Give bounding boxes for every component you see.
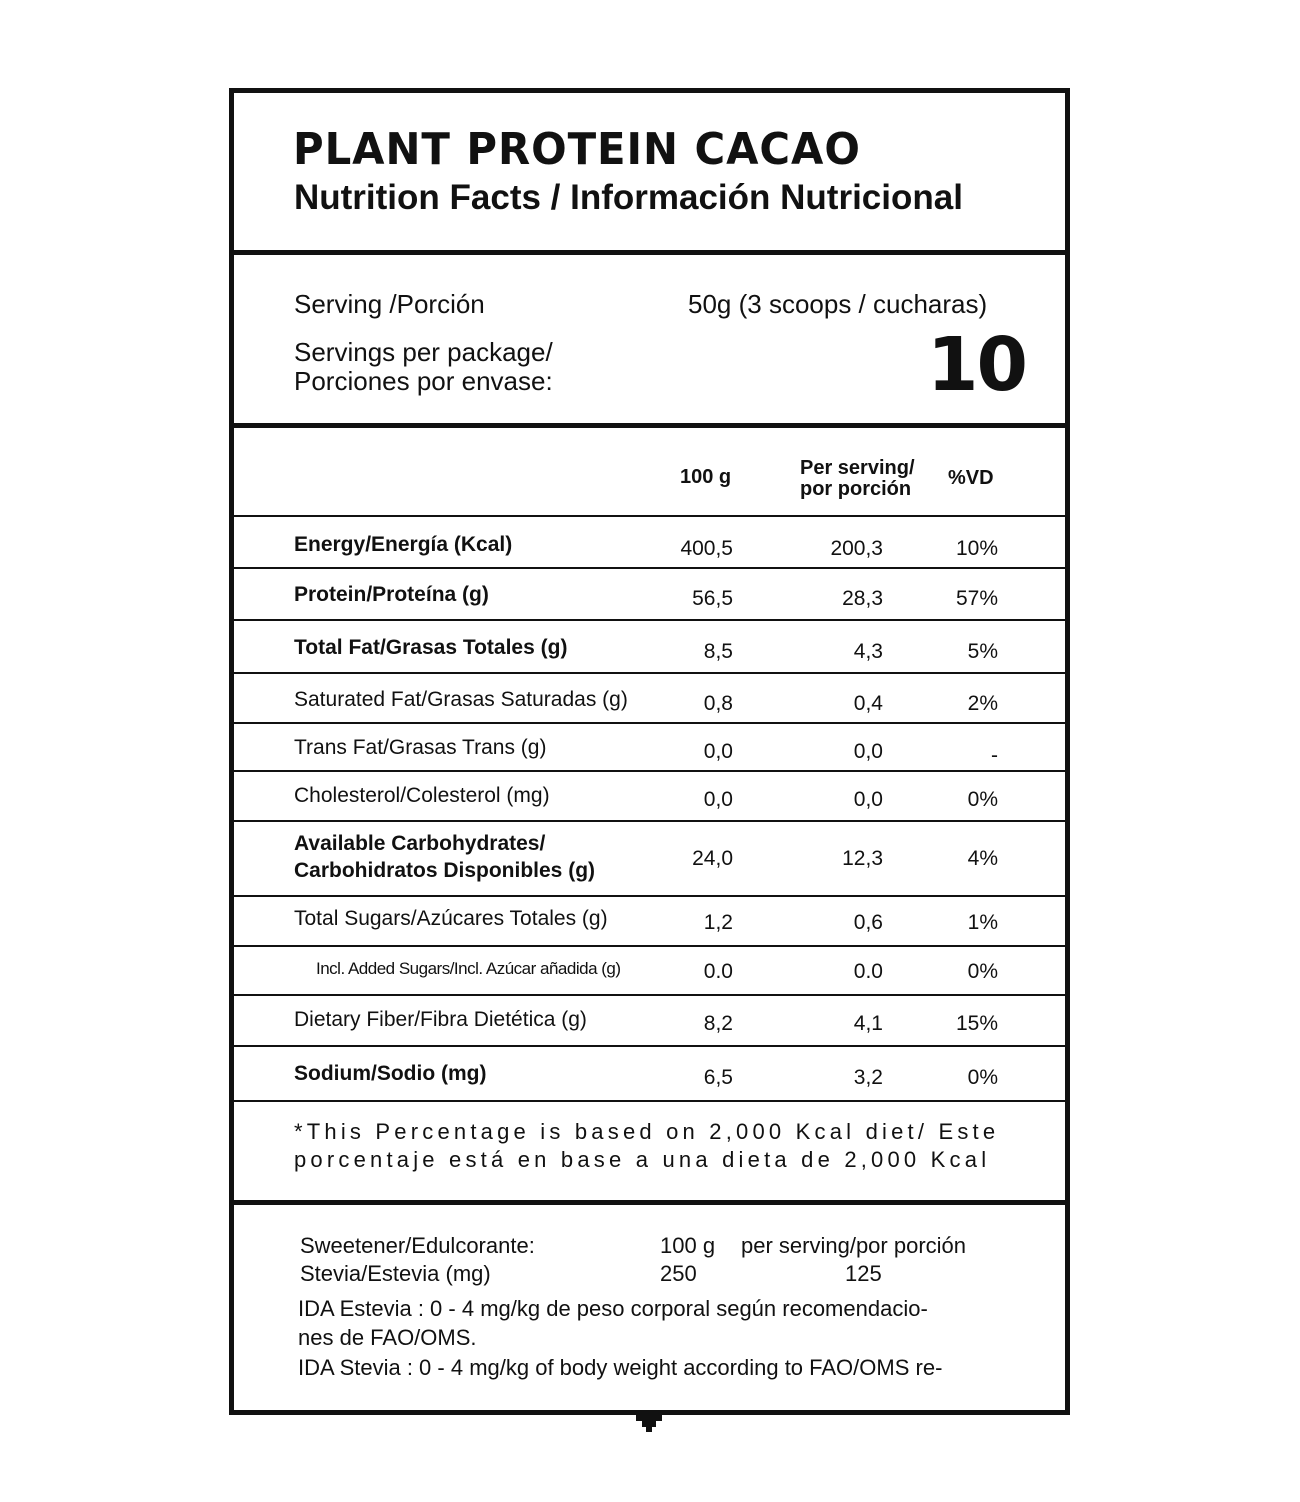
- value-per-serving: 0.0: [853, 960, 883, 983]
- ida-note-es: IDA Estevia : 0 - 4 mg/kg de peso corporal según recomendacio-: [298, 1296, 928, 1321]
- value-vd: 57%: [955, 587, 998, 610]
- value-vd: 10%: [955, 537, 998, 560]
- nutrient-label: Incl. Added Sugars/Incl. Azúcar añadida (g): [316, 959, 621, 978]
- value-100g: 400,5: [680, 537, 733, 560]
- nutrient-label: Protein/Proteína (g): [294, 583, 489, 606]
- value-vd: 0%: [967, 788, 998, 811]
- column-header-per-serving: Per serving/: [800, 457, 915, 479]
- ida-note-en: IDA Stevia : 0 - 4 mg/kg of body weight according to FAO/OMS re-: [298, 1355, 943, 1380]
- value-vd: 4%: [967, 847, 998, 870]
- nutrient-label: Trans Fat/Grasas Trans (g): [294, 736, 547, 759]
- value-100g: 0,0: [703, 740, 733, 763]
- value-100g: 56,5: [692, 587, 733, 610]
- value-per-serving: 0,4: [853, 692, 883, 715]
- value-100g: 0.0: [703, 960, 733, 983]
- value-vd: 0%: [967, 960, 998, 983]
- value-vd: 0%: [967, 1066, 998, 1089]
- footnote-line: porcentaje está en base a una dieta de 2,000 Kcal: [294, 1147, 991, 1172]
- divider: [229, 1045, 1070, 1047]
- divider: [229, 1200, 1070, 1205]
- servings-per-package-label: Porciones por envase:: [294, 366, 553, 396]
- ida-note-es: nes de FAO/OMS.: [298, 1325, 477, 1350]
- divider: [229, 945, 1070, 947]
- divider: [229, 423, 1070, 428]
- divider: [229, 619, 1070, 621]
- value-100g: 0,0: [703, 788, 733, 811]
- notch-decoration: [646, 1427, 652, 1432]
- value-per-serving: 4,1: [853, 1012, 883, 1035]
- divider: [229, 672, 1070, 674]
- nutrient-label: Carbohidratos Disponibles (g): [294, 859, 596, 882]
- value-100g: 8,2: [703, 1012, 733, 1035]
- value-vd: 2%: [967, 692, 998, 715]
- serving-label: Serving /Porción: [294, 289, 485, 319]
- page-subtitle: Nutrition Facts / Información Nutricional: [294, 178, 963, 217]
- value-per-serving: 4,3: [853, 640, 883, 663]
- value-per-serving: 0,0: [853, 740, 883, 763]
- value-per-serving: 28,3: [842, 587, 883, 610]
- nutrient-label: Saturated Fat/Grasas Saturadas (g): [294, 688, 628, 711]
- column-header-100g: 100 g: [680, 466, 732, 488]
- nutrient-label: Dietary Fiber/Fibra Dietética (g): [294, 1008, 587, 1031]
- divider: [229, 1100, 1070, 1102]
- value-vd: 15%: [955, 1012, 998, 1035]
- value-per-serving: 3,2: [853, 1066, 883, 1089]
- stevia-value-per-serving: 125: [845, 1261, 882, 1286]
- servings-per-package-label: Servings per package/: [294, 337, 553, 367]
- value-100g: 1,2: [703, 911, 733, 934]
- serving-value: 50g (3 scoops / cucharas): [688, 289, 988, 319]
- divider: [229, 895, 1070, 897]
- divider: [229, 770, 1070, 772]
- product-title: PLANT PROTEIN CACAO: [293, 124, 861, 175]
- stevia-label: Stevia/Estevia (mg): [300, 1261, 491, 1286]
- divider: [229, 250, 1070, 255]
- value-per-serving: 0,6: [853, 911, 883, 934]
- value-vd: 1%: [967, 911, 998, 934]
- nutrient-label: Total Fat/Grasas Totales (g): [294, 636, 568, 659]
- divider: [229, 994, 1070, 996]
- sweetener-label: Sweetener/Edulcorante:: [300, 1233, 535, 1258]
- divider: [229, 567, 1070, 569]
- nutrient-label: Energy/Energía (Kcal): [294, 533, 513, 556]
- divider: [229, 515, 1070, 517]
- sweetener-column-per-serving: per serving/por porción: [741, 1233, 967, 1258]
- value-per-serving: 12,3: [842, 847, 883, 870]
- divider: [229, 820, 1070, 822]
- sweetener-column-100g: 100 g: [660, 1233, 716, 1258]
- value-100g: 0,8: [703, 692, 733, 715]
- value-per-serving: 200,3: [830, 537, 883, 560]
- stevia-value-100g: 250: [660, 1261, 697, 1286]
- value-100g: 24,0: [692, 847, 733, 870]
- value-100g: 8,5: [703, 640, 733, 663]
- column-header-vd: %VD: [948, 467, 994, 489]
- value-vd: -: [991, 744, 998, 767]
- value-per-serving: 0,0: [853, 788, 883, 811]
- column-header-per-serving: por porción: [800, 478, 912, 500]
- footnote-line: *This Percentage is based on 2,000 Kcal diet/ Este: [294, 1119, 1000, 1144]
- nutrient-label: Sodium/Sodio (mg): [294, 1062, 487, 1085]
- nutrient-label: Cholesterol/Colesterol (mg): [294, 784, 550, 807]
- servings-per-package-value: 10: [927, 322, 1026, 408]
- value-100g: 6,5: [703, 1066, 733, 1089]
- divider: [229, 722, 1070, 724]
- value-vd: 5%: [967, 640, 998, 663]
- nutrient-label: Total Sugars/Azúcares Totales (g): [294, 907, 608, 930]
- nutrient-label: Available Carbohydrates/: [294, 832, 546, 855]
